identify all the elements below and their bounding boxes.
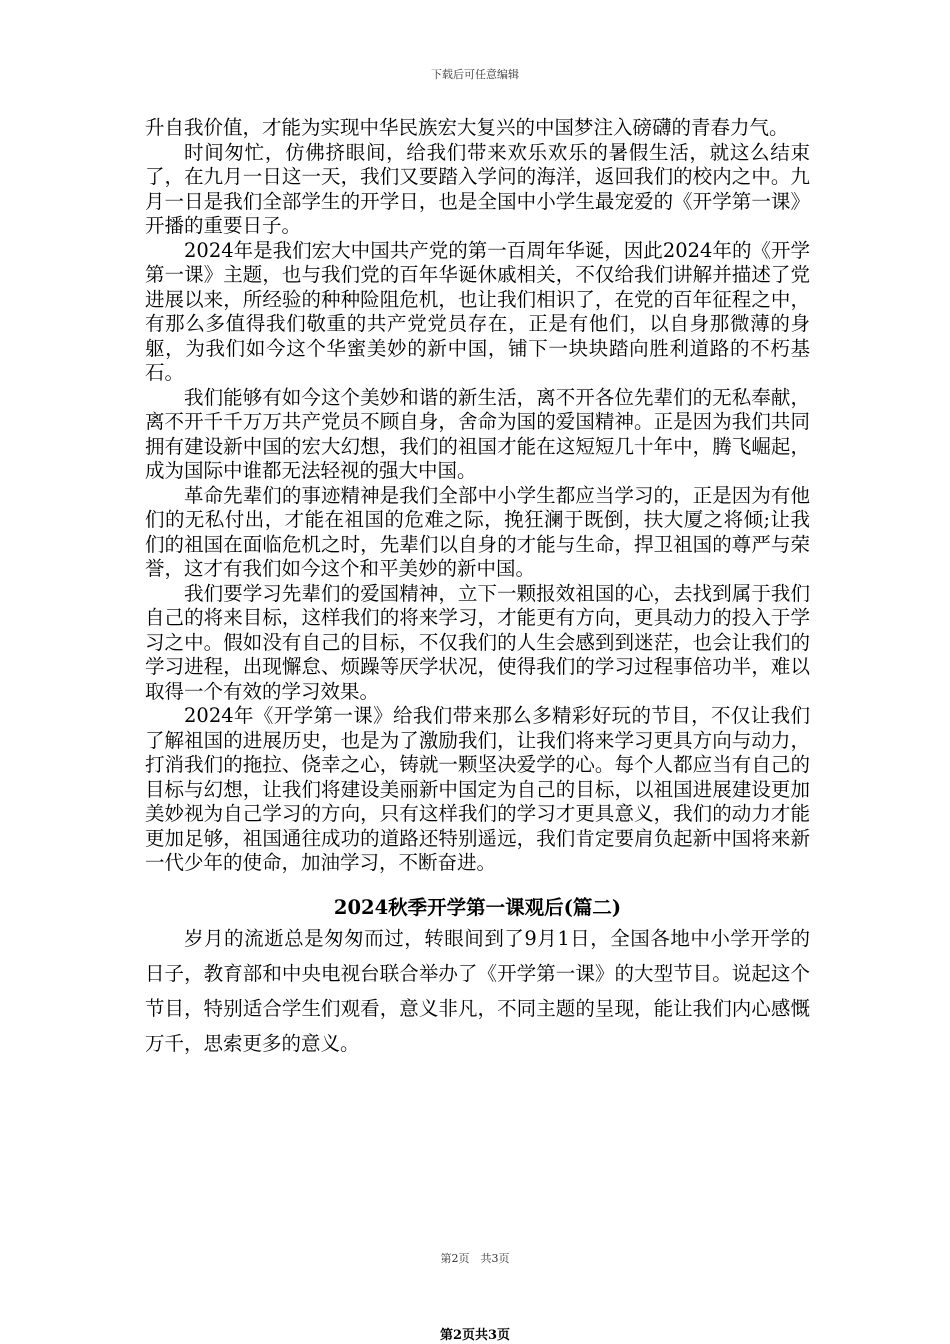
page-header: 下载后可任意编辑 (431, 68, 519, 81)
paragraph: 2024年是我们宏大中国共产党的第一百周年华诞，因此2024年的《开学第一课》主题，也与我们党的百年华诞休戚相关，不仅给我们讲解并描述了党进展以来，所经验的种种险阻危机，也让我们相识了，在党的百年征程之中，有那么多值得我们敬重的共产党党员存在，正是有他们，以自身那微薄的身躯，为我们如今这个华蜜美妙的新中国，铺下一块块踏向胜利道路的不朽基石。 (145, 238, 810, 384)
page-footer: 第2页 共3页 (440, 1252, 510, 1265)
section-title: 2024秋季开学第一课观后(篇二) (333, 895, 622, 919)
paragraph: 革命先辈们的事迹精神是我们全部中小学生都应当学习的，正是因为有他们的无私付出，才能在祖国的危难之际，挽狂澜于既倒，扶大厦之将倾;让我们的祖国在面临危机之时，先辈们以自身的才能与生命，捍卫祖国的尊严与荣誉，这才有我们如今这个和平美妙的新中国。 (145, 483, 810, 580)
paragraph-continuation: 升自我价值，才能为实现中华民族宏大复兴的中国梦注入磅礴的青春力气。 (145, 116, 789, 139)
paragraph: 我们能够有如今这个美妙和谐的新生活，离不开各位先辈们的无私奉献，离不开千千万万共产党员不顾自身，舍命为国的爱国精神。正是因为我们共同拥有建设新中国的宏大幻想，我们的祖国才能在这短短几十年中，腾飞崛起，成为国际中谁都无法轻视的强大中国。 (145, 385, 810, 482)
document-body (145, 116, 810, 1061)
paragraph: 时间匆忙，仿佛挤眼间，给我们带来欢乐欢乐的暑假生活，就这么结束了，在九月一日这一天，我们又要踏入学问的海洋，返回我们的校内之中。九月一日是我们全部学生的开学日，也是全国中小学生最宠爱的《开学第一课》开播的重要日子。 (145, 140, 810, 237)
page-footer-bottom: 第2页共3页 (439, 1328, 511, 1343)
section-paragraph: 岁月的流逝总是匆匆而过，转眼间到了9月1日，全国各地中小学开学的日子，教育部和中央电视台联合举办了《开学第一课》的大型节目。说起这个节目，特别适合学生们观看，意义非凡，不同主题的呈现，能让我们内心感慨万千，思索更多的意义。 (145, 926, 810, 1055)
paragraph: 2024年《开学第一课》给我们带来那么多精彩好玩的节目，不仅让我们了解祖国的进展历史，也是为了激励我们，让我们将来学习更具方向与动力，打消我们的拖拉、侥幸之心，铸就一颗坚决爱学的心。每个人都应当有自己的目标与幻想，让我们将建设美丽新中国定为自己的目标，以祖国进展建设更加美妙视为自己学习的方向，只有这样我们的学习才更具意义，我们的动力才能更加足够，祖国通往成功的道路还特别遥远，我们肯定要肩负起新中国将来新一代少年的使命，加油学习，不断奋进。 (145, 704, 810, 874)
paragraph: 我们要学习先辈们的爱国精神，立下一颗报效祖国的心，去找到属于我们自己的将来目标，这样我们的将来学习，才能更有方向，更具动力的投入于学习之中。假如没有自己的目标，不仅我们的人生会感到到迷茫，也会让我们的学习进程，出现懈怠、烦躁等厌学状况，使得我们的学习过程事倍功半，难以取得一个有效的学习效果。 (145, 581, 810, 703)
